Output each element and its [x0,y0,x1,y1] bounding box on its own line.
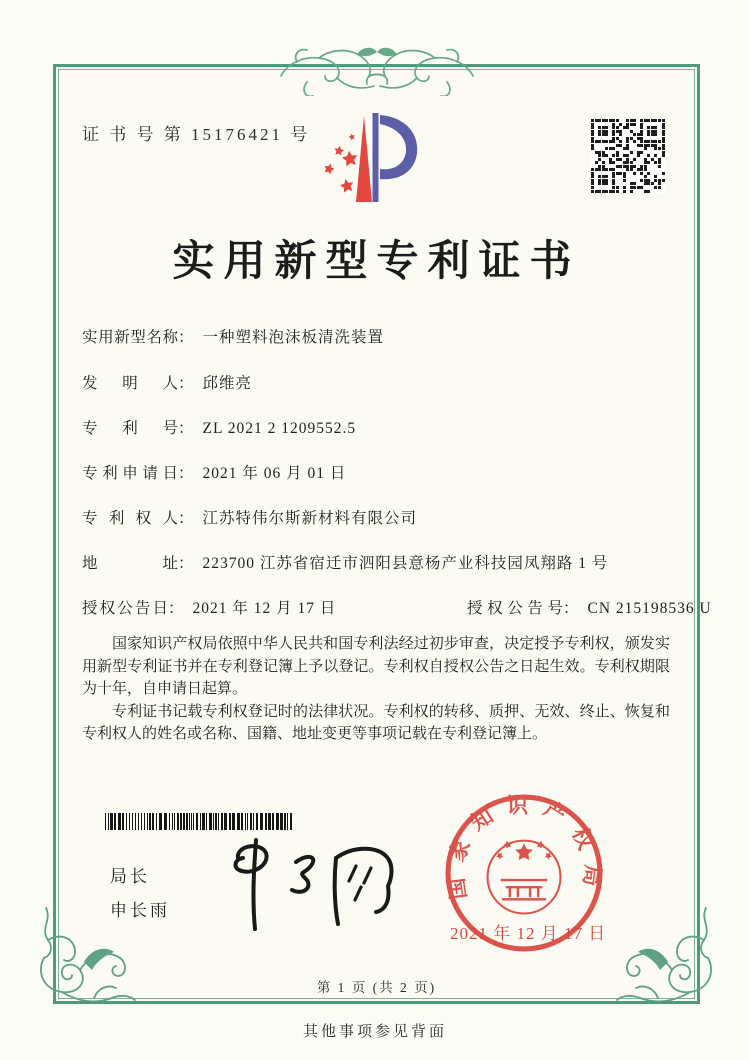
field-value: ZL 2021 2 1209552.5 [202,420,357,437]
colon: ： [178,555,194,572]
field-row-patent-number [82,416,356,438]
seal-date: 2021 年 12 月 17 日 [450,924,607,943]
field-row-inventor [82,371,252,393]
field-value: 223700 江苏省宿迁市泗阳县意杨产业科技园凤翔路 1 号 [202,555,609,572]
cnipa-logo-icon [320,111,424,209]
director-signature-icon [208,828,408,933]
legal-paragraph-2: 专利证书记载专利权登记时的法律状况。专利权的转移、质押、无效、终止、恢复和专利权人的姓名或名称、国籍、地址变更等事项记载在专利登记簿上。 [82,703,670,742]
field-label: 授权公告日 [82,600,168,617]
colon: ： [178,329,194,346]
field-row-filing-date [82,461,346,483]
legal-text [82,633,670,746]
field-label: 实用新型名称 [82,329,178,346]
legal-paragraph-1: 国家知识产权局依照中华人民共和国专利法经过初步审查，决定授予专利权，颁发实用新型专利证书并在专利登记簿上予以登记。专利权自授权公告之日起生效。专利权期限为十年，自申请日起算。 [82,636,670,697]
page-number: 第 1 页 (共 2 页) [316,980,437,995]
field-value: 2021 年 12 月 17 日 [192,600,337,617]
colon: ： [178,510,194,527]
field-label: 专利权人 [82,510,178,527]
field-row-grant [82,596,712,618]
grant-number-pair [467,596,712,618]
top-scroll-ornament-icon [277,42,477,96]
field-row-address [82,551,608,573]
field-value: 一种塑料泡沫板清洗装置 [202,329,385,346]
seal-text: 国家知识产权局 [443,793,605,901]
field-row-patentee [82,506,417,528]
colon: ： [178,465,194,482]
field-row-utility-name [82,325,384,347]
field-value: CN 215198536 U [587,600,712,617]
field-value: 2021 年 06 月 01 日 [202,465,347,482]
national-emblem-icon [488,839,561,913]
colon: ： [178,375,194,392]
colon: ： [563,600,579,617]
director-name: 申长雨 [110,901,170,920]
director-title: 局长 [110,867,150,886]
field-value: 邱维亮 [202,375,253,392]
field-label: 专利号 [82,420,178,437]
field-label: 专利申请日 [82,465,178,482]
certificate-number: 证 书 号 第 15176421 号 [82,125,311,144]
field-label: 发明人 [82,375,178,392]
field-label: 地址 [82,555,178,572]
colon: ： [178,420,194,437]
back-side-note: 其他事项参见背面 [302,1024,447,1040]
qr-code [591,119,665,193]
certificate-title: 实用新型专利证书 [172,239,581,285]
field-value: 江苏特伟尔斯新材料有限公司 [202,510,418,527]
field-label: 授权公告号 [467,600,563,617]
colon: ： [168,600,184,617]
